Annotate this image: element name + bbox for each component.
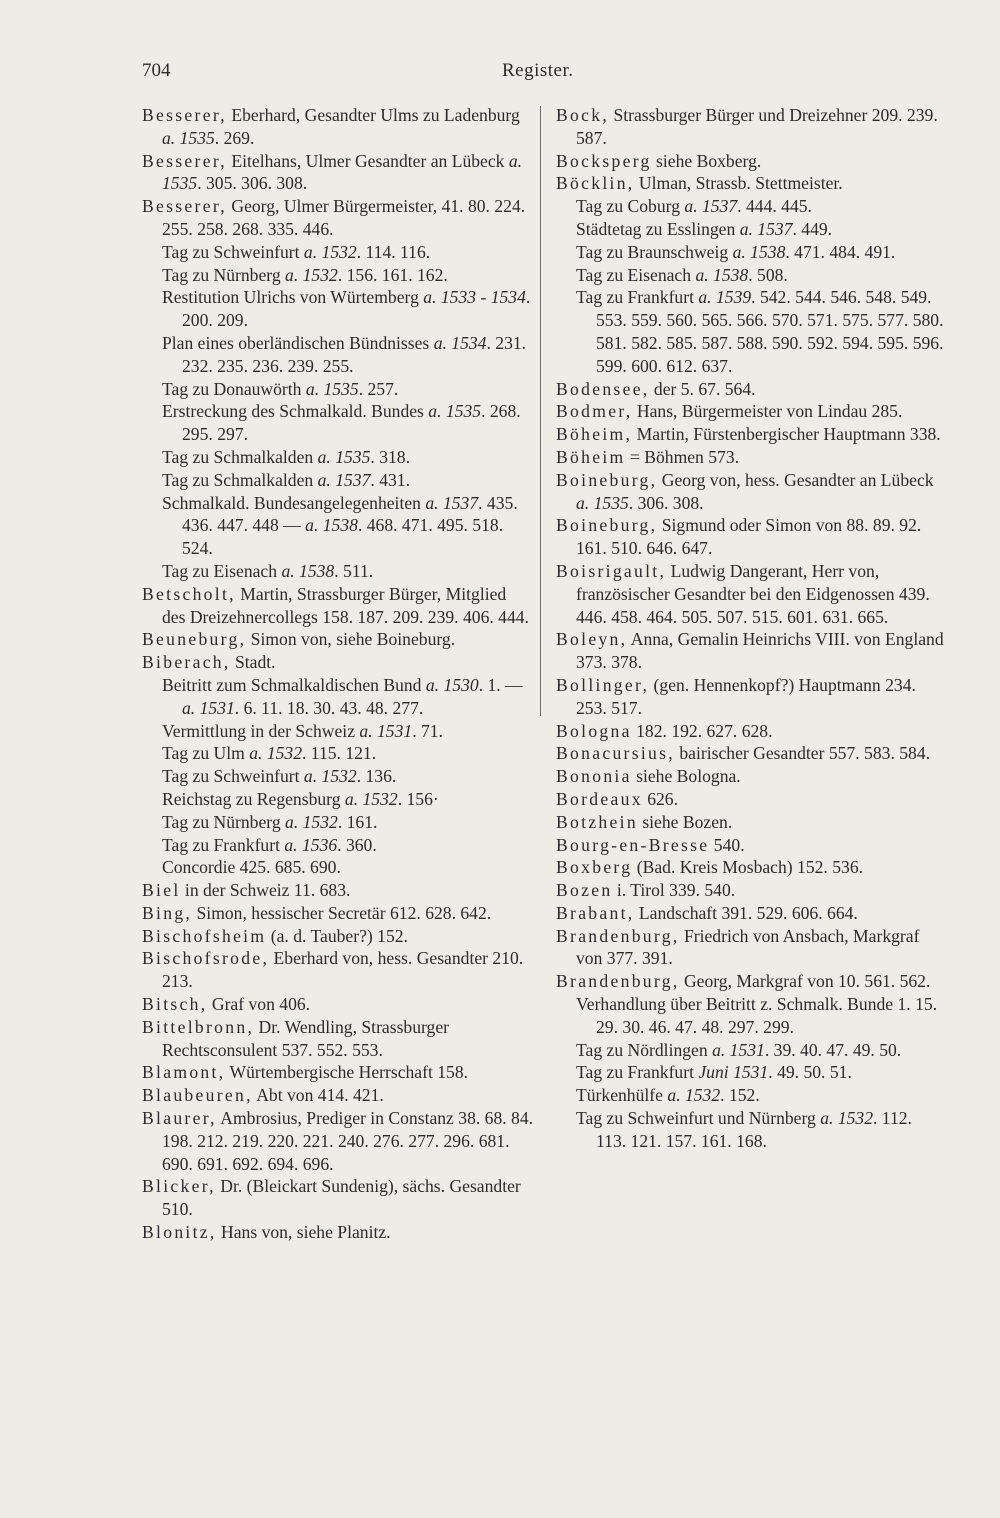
index-subentry: Concordie 425. 685. 690.	[162, 857, 341, 878]
index-subentry: Beitritt zum Schmalkaldischen Bund a. 1530. 1. — a. 1531. 6. 11. 18. 30. 43. 48. 277.	[162, 674, 523, 718]
entry-text: Eitelhans, Ulmer Gesandter an Lübeck a. 1535. 305. 306. 308.	[162, 150, 523, 194]
index-entry	[142, 1175, 534, 1221]
index-subentry: Tag zu Eisenach a. 1538. 511.	[162, 560, 374, 581]
entry-keyword: Bodmer,	[556, 401, 633, 422]
entry-keyword: Boxberg	[556, 857, 633, 878]
index-subentry: Tag zu Schweinfurt a. 1532. 114. 116.	[162, 241, 431, 262]
entry-keyword: Bitsch,	[142, 994, 208, 1015]
entry-keyword: Besserer,	[142, 105, 227, 125]
entry-text: siehe Bozen.	[637, 811, 733, 832]
index-entry	[142, 104, 534, 150]
entry-keyword: Beuneburg,	[142, 629, 247, 650]
page-header	[142, 60, 932, 90]
index-subentry: Erstreckung des Schmalkald. Bundes a. 1535. 268. 295. 297.	[162, 401, 521, 445]
entry-keyword: Bollinger,	[556, 674, 650, 695]
entry-text: Anna, Gemalin Heinrichs VIII. von England 373. 378.	[576, 629, 944, 673]
index-entry	[556, 378, 944, 401]
entry-text: (a. d. Tauber?) 152.	[266, 925, 408, 946]
index-entry	[556, 172, 944, 195]
index-entry	[142, 1107, 534, 1175]
entry-keyword: Boineburg,	[556, 515, 658, 536]
entry-keyword: Bozen	[556, 880, 613, 901]
entry-text: Dr. (Bleickart Sundenig), sächs. Gesandter 510.	[162, 1176, 521, 1220]
entry-keyword: Bologna	[556, 720, 632, 741]
index-subentry: Verhandlung über Beitritt z. Schmalk. Bunde 1. 15. 29. 30. 46. 47. 48. 297. 299.	[576, 994, 938, 1037]
entry-keyword: Bourg-en-Bresse	[556, 834, 710, 855]
entry-text: = Böhmen 573.	[625, 446, 740, 467]
entry-text: Simon, hessischer Secretär 612. 628. 642.	[192, 902, 492, 923]
index-subentry: Tag zu Nürnberg a. 1532. 156. 161. 162.	[162, 264, 448, 285]
index-entry	[142, 1221, 534, 1244]
entry-text: Stadt.	[230, 652, 276, 673]
index-entry	[142, 1084, 534, 1107]
entry-keyword: Brandenburg,	[556, 971, 680, 992]
entry-text: Georg, Markgraf von 10. 561. 562.	[679, 971, 931, 992]
entry-keyword: Boineburg,	[556, 469, 658, 490]
left-column	[142, 104, 534, 1244]
index-entry	[556, 514, 944, 560]
entry-keyword: Bocksperg	[556, 150, 652, 171]
index-subentry: Tag zu Braunschweig a. 1538. 471. 484. 491.	[576, 241, 896, 262]
index-entry	[556, 674, 944, 720]
entry-keyword: Böheim	[556, 446, 626, 467]
index-entry	[556, 400, 944, 423]
entry-text: der 5. 67. 564.	[649, 378, 756, 399]
index-entry	[142, 651, 534, 674]
entry-text: Graf von 406.	[207, 994, 311, 1015]
index-entry	[142, 902, 534, 925]
entry-keyword: Bischofsheim	[142, 925, 267, 946]
index-entry	[556, 560, 944, 628]
index-entry	[142, 993, 534, 1016]
entry-text: Hans von, siehe Planitz.	[216, 1222, 391, 1243]
entry-keyword: Bischofsrode,	[142, 948, 270, 969]
index-entry	[142, 628, 534, 651]
index-entry	[556, 628, 944, 674]
page-number: 704	[142, 60, 171, 81]
entry-text: Landschaft 391. 529. 606. 664.	[634, 902, 858, 923]
entry-text: Eberhard von, hess. Gesandter 210. 213.	[162, 948, 524, 992]
index-subentry: Tag zu Frankfurt a. 1536. 360.	[162, 834, 377, 855]
entry-keyword: Blaubeuren,	[142, 1085, 253, 1106]
index-entry	[556, 469, 944, 515]
entry-text: i. Tirol 339. 540.	[612, 880, 736, 901]
index-entry	[556, 150, 944, 173]
entry-keyword: Betscholt,	[142, 583, 236, 604]
entry-text: Martin, Strassburger Bürger, Mitglied des Dreizehnercollegs 158. 187. 209. 239. 406. 444.	[162, 583, 529, 627]
index-entry	[556, 446, 944, 469]
entry-keyword: Blaurer,	[142, 1108, 217, 1129]
index-entry	[556, 879, 944, 902]
index-subentry: Reichstag zu Regensburg a. 1532. 156·	[162, 788, 439, 809]
index-entry	[142, 1061, 534, 1084]
index-entry	[556, 742, 944, 765]
entry-text: 540.	[709, 834, 745, 855]
index-subentry: Tag zu Eisenach a. 1538. 508.	[576, 264, 788, 285]
entry-text: Simon von, siehe Boineburg.	[246, 629, 456, 650]
index-subentry: Tag zu Schmalkalden a. 1535. 318.	[162, 446, 410, 467]
entry-keyword: Bing,	[142, 902, 193, 923]
entry-text: in der Schweiz 11. 683.	[180, 880, 351, 901]
entry-text: Georg, Ulmer Bürgermeister, 41. 80. 224. 255. 258. 268. 335. 446.	[162, 196, 526, 239]
entry-text: Martin, Fürstenbergischer Hauptmann 338.	[632, 424, 941, 445]
entry-text: Sigmund oder Simon von 88. 89. 92. 161. 510. 646. 647.	[576, 515, 922, 559]
entry-text: siehe Boxberg.	[651, 150, 762, 171]
index-subentry: Tag zu Nördlingen a. 1531. 39. 40. 47. 49. 50.	[576, 1039, 902, 1060]
entry-text: bairischer Gesandter 557. 583. 584.	[674, 743, 931, 764]
entry-text: Eberhard, Gesandter Ulms zu Ladenburg a. 1535. 269.	[162, 105, 520, 148]
entry-text: Hans, Bürgermeister von Lindau 285.	[632, 401, 903, 422]
index-entry	[556, 902, 944, 925]
index-subentry: Türkenhülfe a. 1532. 152.	[576, 1085, 760, 1106]
entry-keyword: Böheim,	[556, 424, 633, 445]
entry-keyword: Blonitz,	[142, 1222, 217, 1243]
index-entry	[556, 970, 944, 993]
entry-keyword: Blicker,	[142, 1176, 216, 1197]
entry-keyword: Boleyn,	[556, 629, 628, 650]
entry-keyword: Bononia	[556, 766, 632, 787]
entry-keyword: Besserer,	[142, 196, 227, 217]
index-entry	[142, 947, 534, 993]
entry-text: Ulman, Strassb. Stettmeister.	[634, 173, 843, 194]
entry-text: Strassburger Bürger und Dreizehner 209. 239. 587.	[576, 105, 938, 148]
entry-keyword: Biberach,	[142, 652, 231, 673]
entry-keyword: Bock,	[556, 105, 610, 125]
index-subentry: Vermittlung in der Schweiz a. 1531. 71.	[162, 720, 443, 741]
index-entry	[556, 811, 944, 834]
index-subentry: Tag zu Frankfurt Juni 1531. 49. 50. 51.	[576, 1062, 852, 1083]
entry-keyword: Botzhein	[556, 811, 638, 832]
index-entry	[142, 925, 534, 948]
entry-keyword: Biel	[142, 880, 181, 901]
entry-keyword: Boisrigault,	[556, 560, 667, 581]
entry-keyword: Brandenburg,	[556, 925, 680, 946]
index-subentry: Tag zu Donauwörth a. 1535. 257.	[162, 378, 399, 399]
index-entry	[142, 583, 534, 629]
entry-text: 626.	[642, 788, 678, 809]
entry-keyword: Bordeaux	[556, 788, 643, 809]
index-subentry: Tag zu Frankfurt a. 1539. 542. 544. 546. 548. 549. 553. 559. 560. 565. 566. 570. 571. 575. 577. 580. 581. 582. 585. 587. 588. 590. 592. 594. 595. 596. 599. 600. 612. 637.	[576, 287, 944, 376]
entry-keyword: Böcklin,	[556, 173, 635, 194]
index-entry	[556, 834, 944, 857]
entry-keyword: Bonacursius,	[556, 743, 675, 764]
index-entry	[556, 856, 944, 879]
index-entry	[142, 1016, 534, 1062]
index-entry	[556, 720, 944, 743]
index-entry	[142, 195, 534, 241]
entry-text: (Bad. Kreis Mosbach) 152. 536.	[632, 857, 864, 878]
entry-text: Georg von, hess. Gesandter an Lübeck a. 1535. 306. 308.	[576, 469, 934, 513]
index-entry	[556, 925, 944, 971]
entry-text: Ambrosius, Prediger in Constanz 38. 68. 84. 198. 212. 219. 220. 221. 240. 276. 277. 296. 681. 690. 691. 692. 694. 696.	[162, 1108, 534, 1174]
entry-text: 182. 192. 627. 628.	[631, 720, 773, 741]
entry-text: Würtembergische Herrschaft 158.	[225, 1062, 469, 1083]
entry-text: siehe Bologna.	[631, 766, 741, 787]
entry-keyword: Brabant,	[556, 902, 635, 923]
entry-keyword: Bittelbronn,	[142, 1016, 255, 1037]
entry-text: (gen. Hennenkopf?) Hauptmann 234. 253. 517.	[576, 674, 916, 718]
entry-text: Friedrich von Ansbach, Markgraf von 377. 391.	[576, 925, 920, 969]
column-divider	[540, 106, 541, 716]
index-entry	[556, 765, 944, 788]
entry-keyword: Blamont,	[142, 1062, 226, 1083]
entry-text: Abt von 414. 421.	[252, 1085, 384, 1106]
right-column	[556, 104, 944, 1153]
index-subentry: Tag zu Schweinfurt a. 1532. 136.	[162, 766, 397, 787]
index-subentry: Städtetag zu Esslingen a. 1537. 449.	[576, 218, 833, 239]
index-subentry: Tag zu Schmalkalden a. 1537. 431.	[162, 469, 410, 490]
entry-text: Ludwig Dangerant, Herr von, französischer Gesandter bei den Eidgenossen 439. 446. 458. 464. 505. 507. 515. 601. 631. 665.	[576, 560, 930, 627]
index-subentry: Tag zu Coburg a. 1537. 444. 445.	[576, 196, 812, 217]
running-head: Register.	[502, 60, 574, 81]
index-subentry: Restitution Ulrichs von Würtemberg a. 1533 - 1534. 200. 209.	[162, 287, 531, 331]
entry-keyword: Bodensee,	[556, 378, 650, 399]
index-entry	[556, 423, 944, 446]
index-subentry: Plan eines oberländischen Bündnisses a. 1534. 231. 232. 235. 236. 239. 255.	[162, 332, 527, 376]
index-entry	[142, 879, 534, 902]
entry-text: Dr. Wendling, Strassburger Rechtsconsulent 537. 552. 553.	[162, 1016, 450, 1060]
index-subentry: Tag zu Nürnberg a. 1532. 161.	[162, 811, 378, 832]
index-subentry: Tag zu Schweinfurt und Nürnberg a. 1532. 112. 113. 121. 157. 161. 168.	[576, 1108, 912, 1151]
index-entry	[556, 788, 944, 811]
index-entry	[556, 104, 944, 150]
index-subentry: Tag zu Ulm a. 1532. 115. 121.	[162, 743, 377, 764]
index-subentry: Schmalkald. Bundesangelegenheiten a. 1537. 435. 436. 447. 448 — a. 1538. 468. 471. 495. 518. 524.	[162, 492, 518, 559]
index-entry	[142, 150, 534, 196]
entry-keyword: Besserer,	[142, 150, 227, 171]
